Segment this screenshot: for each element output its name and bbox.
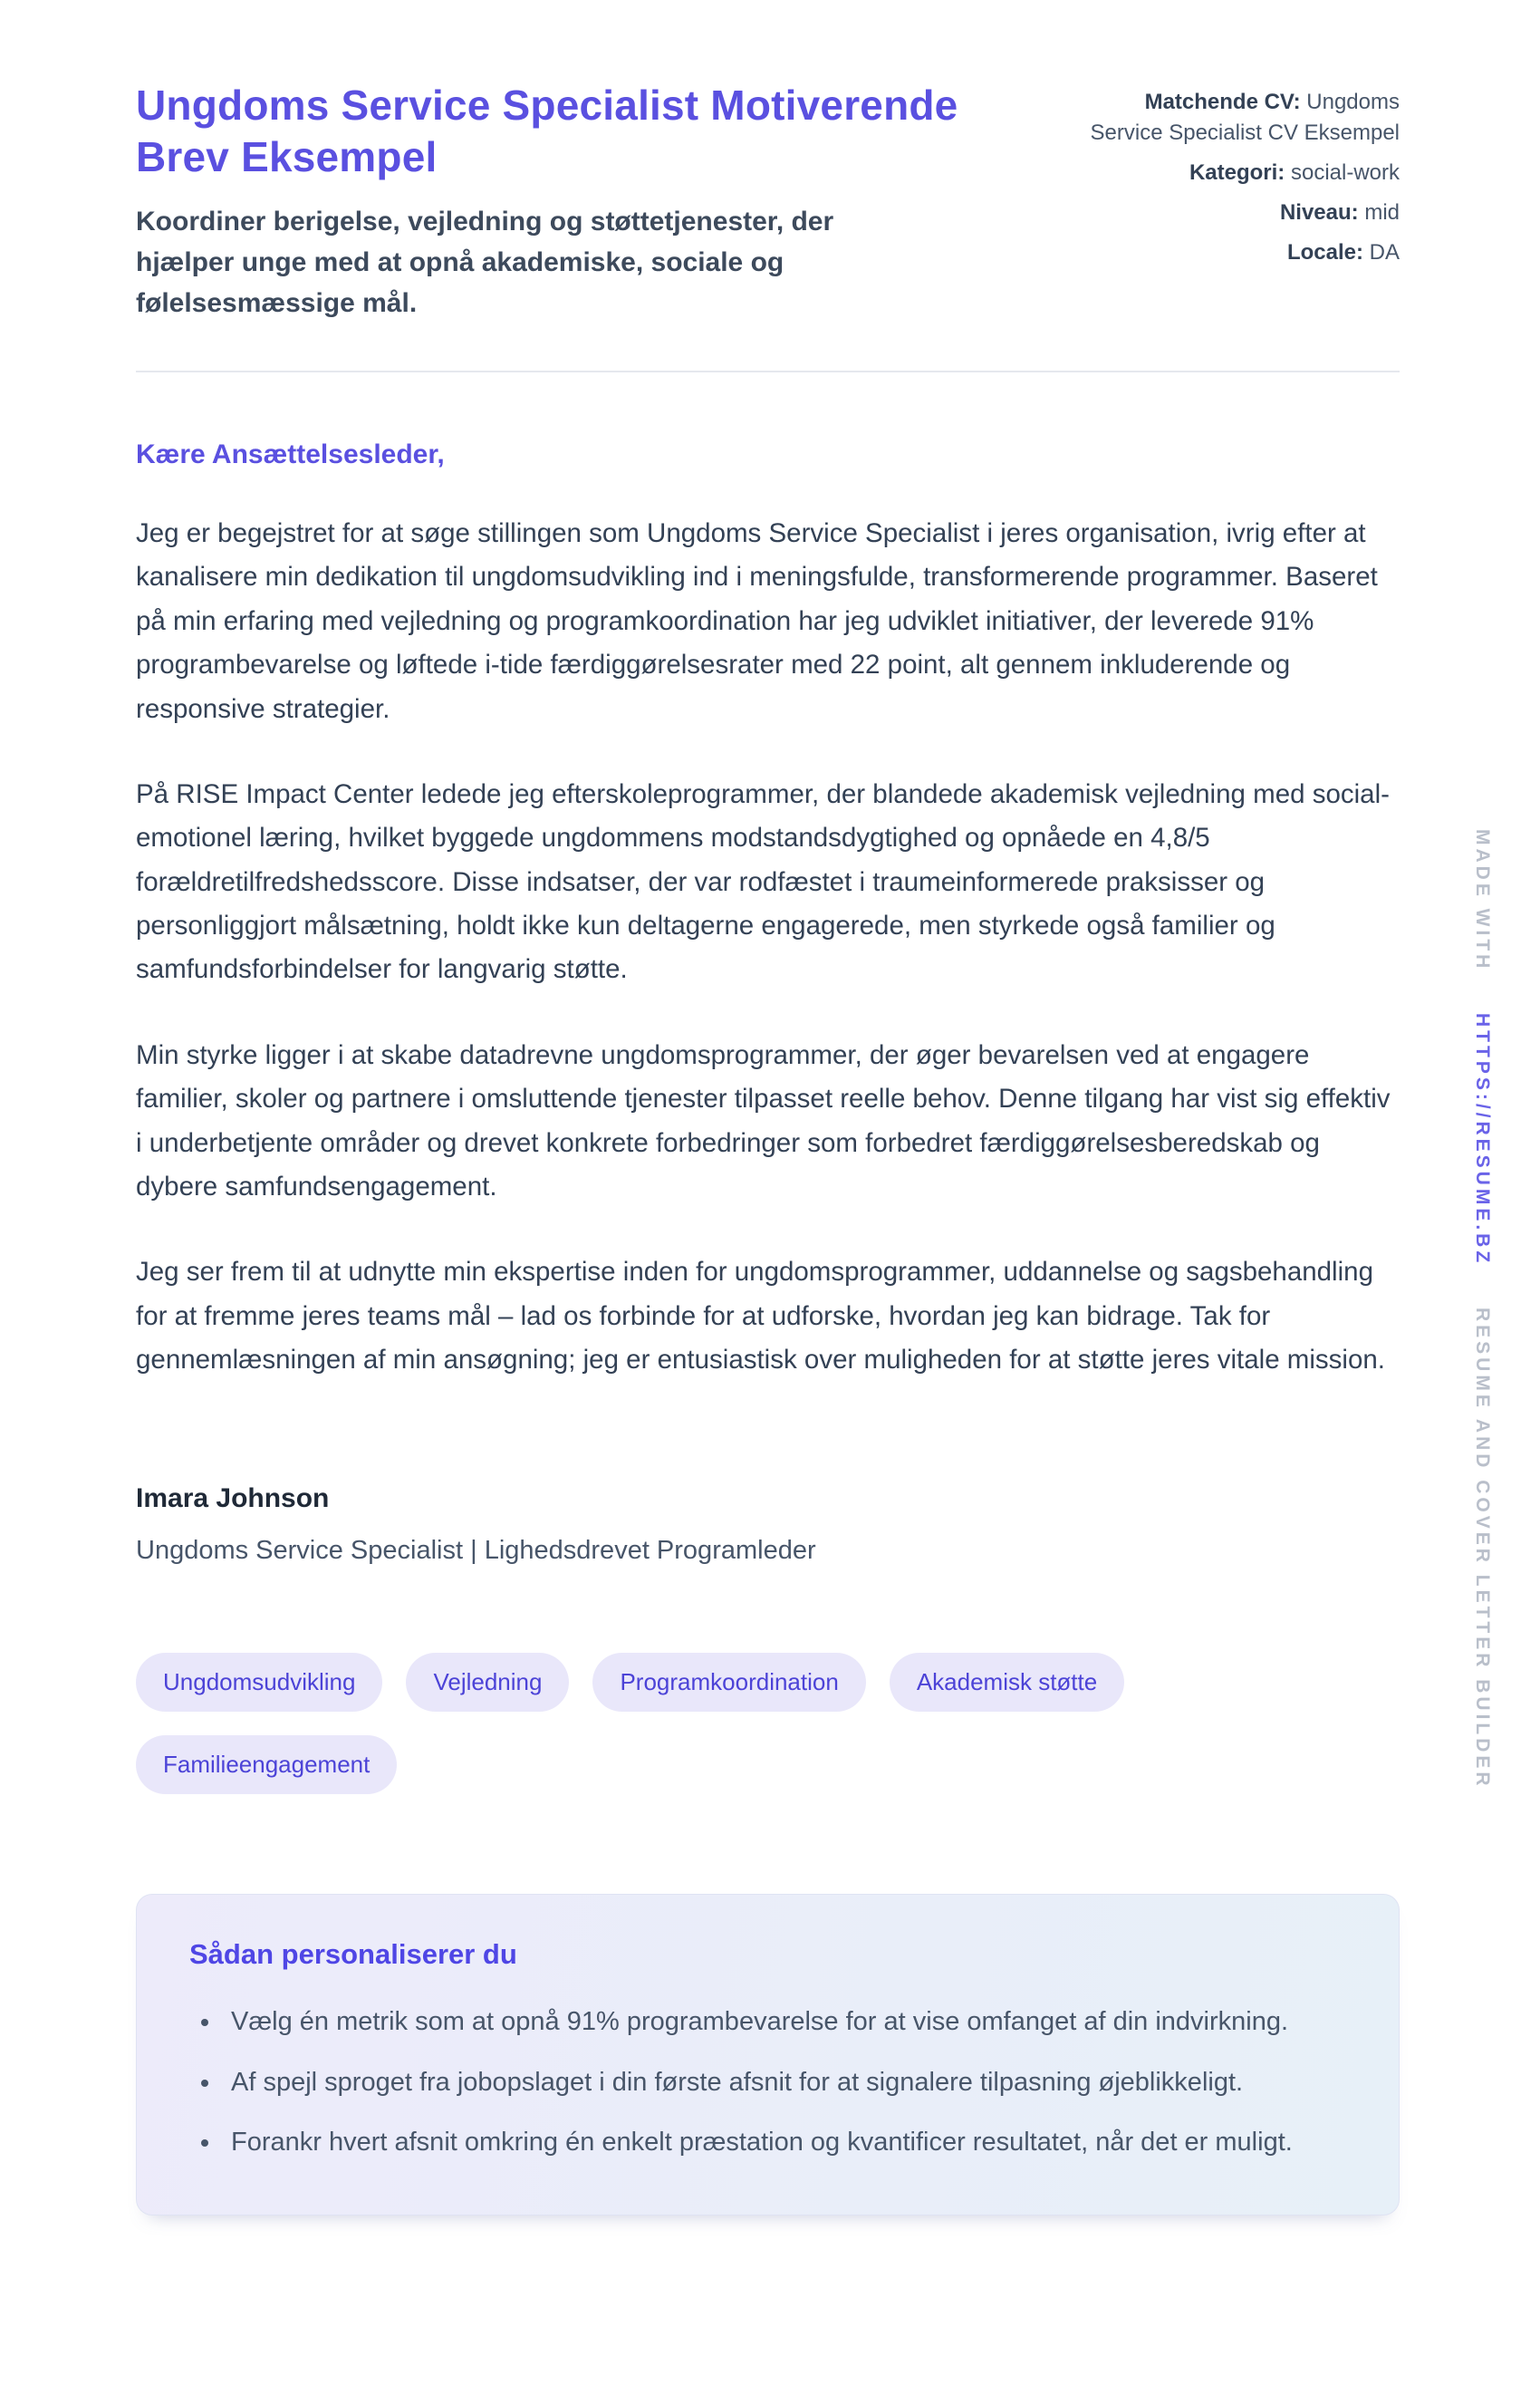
letter-paragraph: Jeg er begejstret for at søge stillingen som Ungdoms Service Specialist i jeres organisation, ivrig efter at kanalisere min dedikation til ungdomsudvikling ind i meningsfulde, transformerende programmer. Baseret på min erfaring med vejledning og programkoordination har jeg udviklet initiativer, der leverede 91% programbevarelse og løftede i-tide færdiggørelsesrater med 22 point, alt gennem inkluderende og responsive strategier. — [136, 518, 1378, 724]
resume-bz-link[interactable]: HTTPS://RESUME.BZ — [1472, 1013, 1493, 1267]
meta-label: Niveau: — [1279, 200, 1359, 226]
watermark-suffix: RESUME AND COVER LETTER BUILDER — [1472, 1308, 1493, 1790]
page-header — [136, 80, 1400, 323]
header-divider — [136, 371, 1400, 372]
letter-greeting: Kære Ansættelsesleder, — [136, 439, 445, 470]
letter-paragraph: På RISE Impact Center ledede jeg efterskoleprogrammer, der blandede akademisk vejledning med social-emotionel læring, hvilket byggede ungdommens modstandsdygtighed og opnåede en 4,8/5 forældretilfredshedsscore. Disse indsatser, der var rodfæstet i traumeinformerede praksisser og personliggjort målsætning, holdt ikke kun deltagerne engagerede, men styrkede også familier og samfundsforbindelser for langvarig støtte. — [136, 778, 1390, 985]
meta-value: social-work — [1290, 160, 1400, 186]
made-with-watermark — [1471, 829, 1493, 1790]
meta-matching-cv — [1083, 87, 1400, 149]
skill-tag: Ungdomsudvikling — [136, 1653, 382, 1712]
personalization-tips-box — [136, 1894, 1400, 2215]
skill-tag: Vejledning — [406, 1653, 569, 1712]
letter-paragraph: Min styrke ligger i at skabe datadrevne ungdomsprogrammer, der øger bevarelsen ved at engagere familier, skoler og partnere i omsluttende tjenester tilpasset reelle behov. Denne tilgang har vist sig effektiv i underbetjente områder og drevet konkrete forbedringer som forbedret færdiggørelsesberedskab og dybere samfundsengagement. — [136, 1039, 1391, 1202]
tip-item: • Forankr hvert afsnit omkring én enkelt præstation og kvantificer resultatet, når det er muligt. — [222, 2119, 1327, 2166]
page-subtitle: Koordiner berigelse, vejledning og støttetjenester, der hjælper unge med at opnå akademiske, sociale og følelsesmæssige mål. — [136, 207, 834, 319]
header-title-block — [136, 80, 1006, 323]
metadata-block — [1083, 87, 1400, 277]
meta-label: Matchende CV: — [1144, 90, 1301, 114]
letter-paragraph: Jeg ser frem til at udnytte min ekspertise inden for ungdomsprogrammer, uddannelse og sagsbehandling for at fremme jeres teams mål – lad os forbinde for at udforske, hvordan jeg kan bidrage. Tak for gennemlæsningen af min ansøgning; jeg er entusiastisk over muligheden for at støtte jeres vitale mission. — [136, 1257, 1385, 1376]
signature-block — [136, 1483, 1400, 1566]
skill-tag: Programkoordination — [592, 1653, 865, 1712]
skill-tag: Familieengagement — [136, 1735, 397, 1794]
watermark-prefix: MADE WITH — [1472, 829, 1493, 972]
tips-heading: Sådan personaliserer du — [189, 1938, 517, 1971]
meta-value: Ungdoms Service Specialist CV Eksempel — [1090, 90, 1400, 146]
tip-item: • Af spejl sproget fra jobopslaget i din første afsnit for at signalere tilpasning øjeblikkeligt. — [222, 2059, 1327, 2106]
skill-tags — [136, 1653, 1400, 1794]
meta-category — [1083, 158, 1400, 188]
meta-label: Locale: — [1286, 240, 1363, 265]
signature-title: Ungdoms Service Specialist | Lighedsdrevet Programleder — [136, 1536, 816, 1566]
tips-list — [189, 1998, 1346, 2166]
meta-locale — [1083, 237, 1400, 268]
meta-value: mid — [1364, 200, 1400, 226]
page-title: Ungdoms Service Specialist Motiverende Brev Eksempel — [136, 82, 958, 181]
meta-level — [1083, 198, 1400, 228]
letter-body — [136, 439, 1400, 1566]
signature-name: Imara Johnson — [136, 1483, 330, 1514]
meta-label: Kategori: — [1189, 160, 1285, 186]
tip-item: • Vælg én metrik som at opnå 91% programbevarelse for at vise omfanget af din indvirkning. — [222, 1998, 1327, 2045]
meta-value: DA — [1369, 240, 1400, 265]
skill-tag: Akademisk støtte — [890, 1653, 1124, 1712]
